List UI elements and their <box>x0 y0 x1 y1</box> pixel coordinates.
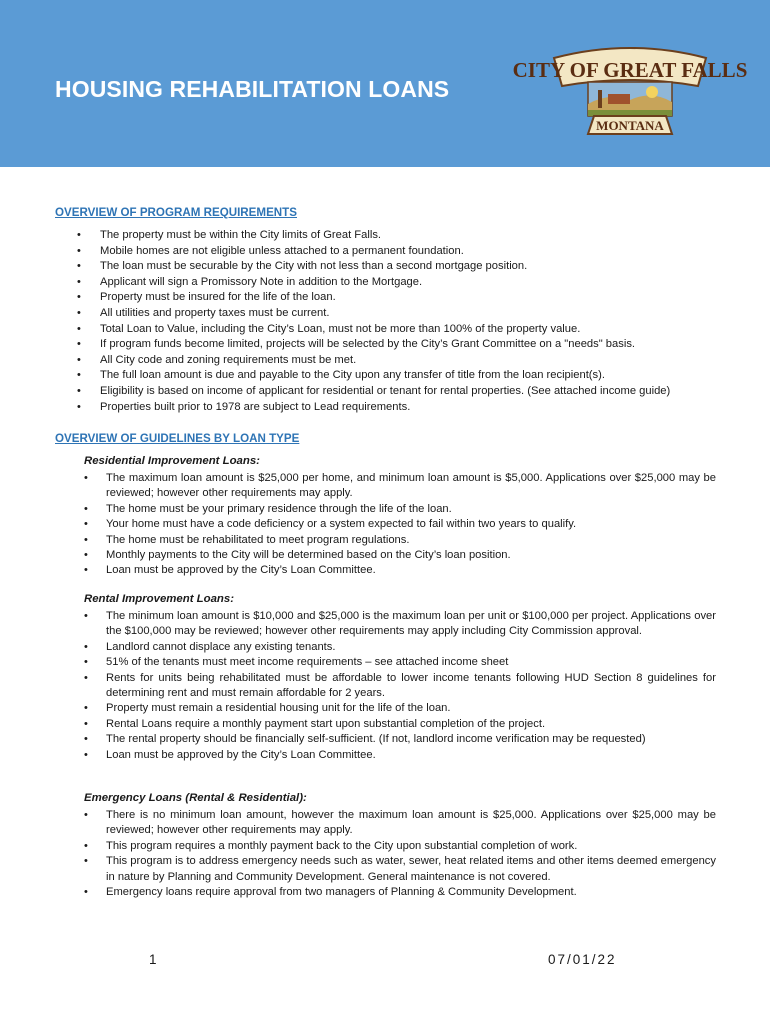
emergency-loans-list <box>0 808 770 900</box>
list-item: • The home must be your primary residence through the life of the loan. <box>106 502 716 517</box>
list-item: • Mobile homes are not eligible unless attached to a permanent foundation. <box>0 244 770 260</box>
logo-top-text: CITY OF GREAT FALLS <box>512 58 748 82</box>
list-item: • Landlord cannot displace any existing tenants. <box>106 640 716 655</box>
list-item: • Property must remain a residential housing unit for the life of the loan. <box>106 701 716 716</box>
list-item: • If program funds become limited, projects will be selected by the City’s Grant Committee on a "needs" basis. <box>0 337 770 353</box>
list-item: • All utilities and property taxes must be current. <box>0 306 770 322</box>
city-logo <box>512 42 748 138</box>
residential-loans-heading: Residential Improvement Loans: <box>84 455 260 467</box>
header-banner <box>0 0 770 167</box>
emergency-loans-heading: Emergency Loans (Rental & Residential): <box>84 792 307 804</box>
list-item: • Properties built prior to 1978 are subject to Lead requirements. <box>0 400 770 416</box>
footer-date: 07/01/22 <box>548 952 617 967</box>
list-item: • All City code and zoning requirements must be met. <box>0 353 770 369</box>
list-item: • Property must be insured for the life of the loan. <box>0 290 770 306</box>
rental-loans-heading: Rental Improvement Loans: <box>84 593 235 605</box>
program-requirements-heading: OVERVIEW OF PROGRAM REQUIREMENTS <box>55 206 297 219</box>
list-item: • The loan must be securable by the City with not less than a second mortgage position. <box>0 259 770 275</box>
list-item: • Rents for units being rehabilitated must be affordable to lower income tenants following HUD Section 8 guidelines for determining rent and must remain affordable for 2 years. <box>106 671 716 702</box>
list-item: • Your home must have a code deficiency or a system expected to fail within two years to qualify. <box>106 517 716 532</box>
list-item: • The minimum loan amount is $10,000 and $25,000 is the maximum loan per unit or $100,000 per project. Applications over the $100,000 may be reviewed; however other requirements may apply including City Commission approval. <box>106 609 716 640</box>
list-item: • Loan must be approved by the City’s Loan Committee. <box>106 563 716 578</box>
list-item: • The rental property should be financially self-sufficient. (If not, landlord income verification may be requested) <box>106 732 716 747</box>
guidelines-heading: OVERVIEW OF GUIDELINES BY LOAN TYPE <box>55 432 300 445</box>
list-item: • Rental Loans require a monthly payment start upon substantial completion of the project. <box>106 717 716 732</box>
list-item: • This program is to address emergency needs such as water, sewer, heat related items and other items deemed emergency in nature by Planning and Community Development. General maintenance is not covered. <box>106 854 716 885</box>
list-item: • Emergency loans require approval from two managers of Planning & Community Development. <box>106 885 716 900</box>
list-item: • 51% of the tenants must meet income requirements – see attached income sheet <box>106 655 716 670</box>
list-item: • Loan must be approved by the City’s Loan Committee. <box>106 748 716 763</box>
residential-loans-list <box>0 471 770 579</box>
list-item: • Applicant will sign a Promissory Note in addition to the Mortgage. <box>0 275 770 291</box>
list-item: • This program requires a monthly payment back to the City upon substantial completion of work. <box>106 839 716 854</box>
rental-loans-list <box>0 609 770 763</box>
list-item: • Total Loan to Value, including the City’s Loan, must not be more than 100% of the property value. <box>0 322 770 338</box>
list-item: • Eligibility is based on income of applicant for residential or tenant for rental properties. (See attached income guide) <box>0 384 770 400</box>
program-requirements-list <box>0 228 770 415</box>
list-item: • The maximum loan amount is $25,000 per home, and minimum loan amount is $5,000. Applications over $25,000 may be reviewed; however other requirements may apply. <box>106 471 716 502</box>
list-item: • The property must be within the City limits of Great Falls. <box>0 228 770 244</box>
page-title: HOUSING REHABILITATION LOANS <box>55 76 450 102</box>
list-item: • The full loan amount is due and payable to the City upon any transfer of title from the loan recipient(s). <box>0 368 770 384</box>
list-item: • The home must be rehabilitated to meet program regulations. <box>106 533 716 548</box>
list-item: • Monthly payments to the City will be determined based on the City’s loan position. <box>106 548 716 563</box>
logo-bottom-text: MONTANA <box>596 118 664 133</box>
page-number: 1 <box>149 952 157 967</box>
list-item: • There is no minimum loan amount, however the maximum loan amount is $25,000. Applications over $25,000 may be reviewed; however other requirements may apply. <box>106 808 716 839</box>
